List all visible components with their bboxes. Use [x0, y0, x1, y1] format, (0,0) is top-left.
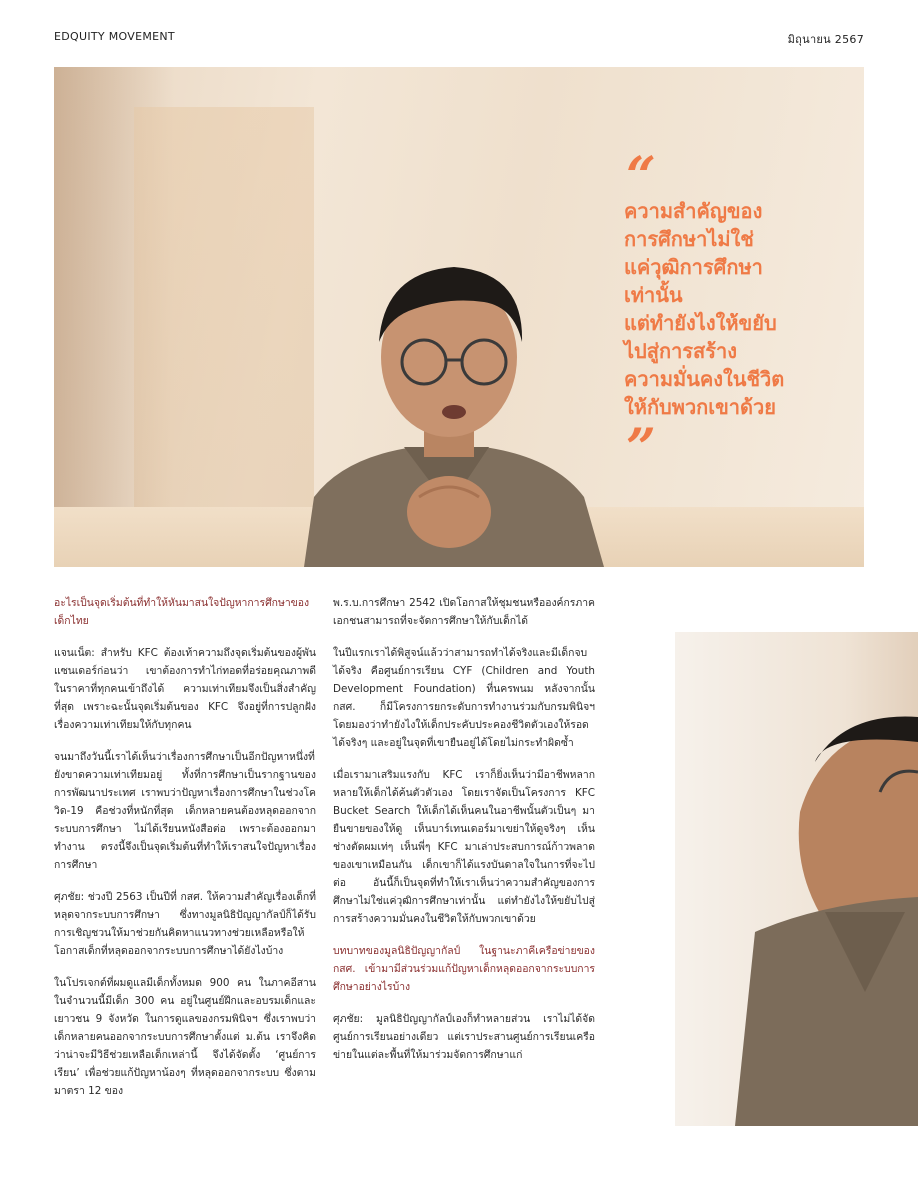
open-quote-mark: “	[626, 146, 656, 207]
article-column-1	[54, 594, 316, 1114]
side-portrait-photo	[675, 632, 918, 1126]
pull-quote	[624, 146, 864, 479]
article-paragraph: พ.ร.บ.การศึกษา 2542 เปิดโอกาสให้ชุมชนหรือองค์กรภาคเอกชนสามารถที่จะจัดการศึกษาให้กับเด็กได้	[333, 597, 595, 627]
quote-line: ไปสู่การสร้าง	[624, 339, 737, 363]
article-paragraph: จนมาถึงวันนี้เราได้เห็นว่าเรื่องการศึกษาเป็นอีกปัญหาหนึ่งที่ยังขาดความเท่าเทียมอยู่ ทั้งที่การศึกษาเป็นรากฐานของการพัฒนาประเทศ เราพบว่าปัญหาเรื่องการศึกษาในช่วงโควิด-19 คือช่วงที่หนักที่สุด เด็กหลายคนต้องหลุดออกจากระบบการศึกษา ไม่ได้เรียนหนังสือต่อ เพราะต้องออกมาทำงาน ตรงนี้จึงเป็นจุดเริ่มต้นที่ทำให้เราสนใจปัญหาเรื่องการศึกษา	[54, 751, 316, 871]
quote-line: การศึกษาไม่ใช่	[624, 227, 754, 251]
quote-line: เท่านั้น	[624, 283, 683, 307]
article-paragraph: แจนเน็ต: สำหรับ KFC ต้องเท้าความถึงจุดเริ่มต้นของผู้พันแซนเดอร์ก่อนว่า เขาต้องการทำไก่ทอดที่อร่อยคุณภาพดี ในราคาที่ทุกคนเข้าถึงได้ ความเท่าเทียมจึงเป็นสิ่งสำคัญที่สุด เพราะฉะนั้นจุดเริ่มต้นของ KFC จึงอยู่ที่การปลูกฝังเรื่องความเท่าเทียมให้กับทุกคน	[54, 647, 316, 731]
article-column-2	[333, 594, 595, 1078]
quote-line: ความมั่นคงในชีวิต	[624, 367, 785, 391]
interview-question: บทบาทของมูลนิธิปัญญากัลป์ ในฐานะภาคีเครือข่ายของ กสศ. เข้ามามีส่วนร่วมแก้ปัญหาเด็กหลุดออกจากระบบการศึกษาอย่างไรบ้าง	[333, 945, 595, 993]
brand-name: EDQUITY MOVEMENT	[54, 30, 175, 43]
article-paragraph: ในปีแรกเราได้พิสูจน์แล้วว่าสามารถทำได้จริงและมีเด็กจบได้จริง คือศูนย์การเรียน CYF (Children and Youth Development Foundation) ที่นครพนม หลังจากนั้น กสศ. ก็มีโครงการยกระดับการทำงานร่วมกับกรมพินิจฯ โดยมองว่าทำยังไงให้เด็กประคับประคองชีวิตตัวเองให้รอดได้จริงๆ และอยู่ในจุดที่เขายืนอยู่ได้โดยไม่กระทำผิดซ้ำ	[333, 647, 595, 749]
issue-date: มิถุนายน 2567	[787, 33, 864, 46]
close-quote-mark: ”	[626, 418, 656, 479]
partial-figure	[675, 632, 918, 1126]
interview-question: อะไรเป็นจุดเริ่มต้นที่ทำให้หันมาสนใจปัญหาการศึกษาของเด็กไทย	[54, 597, 310, 627]
article-paragraph: ศุภชัย: ช่วงปี 2563 เป็นปีที่ กสศ. ให้ความสำคัญเรื่องเด็กที่หลุดจากระบบการศึกษา ซึ่งทางมูลนิธิปัญญากัลป์ก็ได้รับการเชิญชวนให้มาช่วยกันคิดหาแนวทางช่วยเหลือหรือให้โอกาสเด็กที่หลุดออกจากระบบการศึกษาได้ยังไงบ้าง	[54, 891, 316, 957]
interviewee-figure	[284, 247, 614, 567]
quote-line: ให้กับพวกเขาด้วย	[624, 395, 776, 419]
article-paragraph: เมื่อเรามาเสริมแรงกับ KFC เราก็ยิ่งเห็นว่ามีอาชีพหลากหลายให้เด็กได้ค้นตัวตัวเอง โดยเราจัดเป็นโครงการ KFC Bucket Search ให้เด็กได้เห็นคนในอาชีพนั้นตัวเป็นๆ มายืนขายของให้ดู เห็นบาร์เทนเดอร์มาเขย่าให้ดูจริงๆ เห็นช่างตัดผมเท่ๆ เห็นพี่ๆ KFC มาเล่าประสบการณ์ก้าวพลาดของเขาเหมือนกัน เด็กเขาก็ได้แรงบันดาลใจในการที่จะไปต่อ อันนี้ก็เป็นจุดที่ทำให้เราเห็นว่าความสำคัญของการศึกษาไม่ใช่แค่วุฒิการศึกษาเท่านั้น แต่ทำยังไงให้ขยับไปสู่การสร้างความมั่นคงในชีวิตให้กับพวกเขาด้วย	[333, 769, 595, 925]
quote-line: แค่วุฒิการศึกษา	[624, 255, 763, 279]
article-paragraph: ศุภชัย: มูลนิธิปัญญากัลป์เองก็ทำหลายส่วน เราไม่ได้จัดศูนย์การเรียนอย่างเดียว แต่เราประสานศูนย์การเรียนเครือข่ายในแต่ละพื้นที่ให้มาร่วมจัดการศึกษาแก่	[333, 1013, 595, 1061]
article-paragraph: ในโปรเจกต์ที่ผมดูแลมีเด็กทั้งหมด 900 คน ในภาคอีสาน ในจำนวนนี้มีเด็ก 300 คน อยู่ในศูนย์ฝึกและอบรมเด็กและเยาวชน 9 จังหวัด ในการดูแลของกรมพินิจฯ ซึ่งเราพบว่าเด็กหลายคนออกจากระบบการศึกษาตั้งแต่ ม.ต้น เราจึงคิดว่าน่าจะมีวิธีช่วยเหลือเด็กเหล่านี้ จึงได้จัดตั้ง ‘ศูนย์การเรียน’ เพื่อช่วยแก้ปัญหาน้องๆ ที่หลุดออกจากระบบ ซึ่งตามมาตรา 12 ของ	[54, 977, 316, 1097]
quote-line: แต่ทำยังไงให้ขยับ	[624, 311, 777, 335]
interview-photo	[54, 67, 864, 567]
quote-line: ความสำคัญของ	[624, 199, 763, 223]
